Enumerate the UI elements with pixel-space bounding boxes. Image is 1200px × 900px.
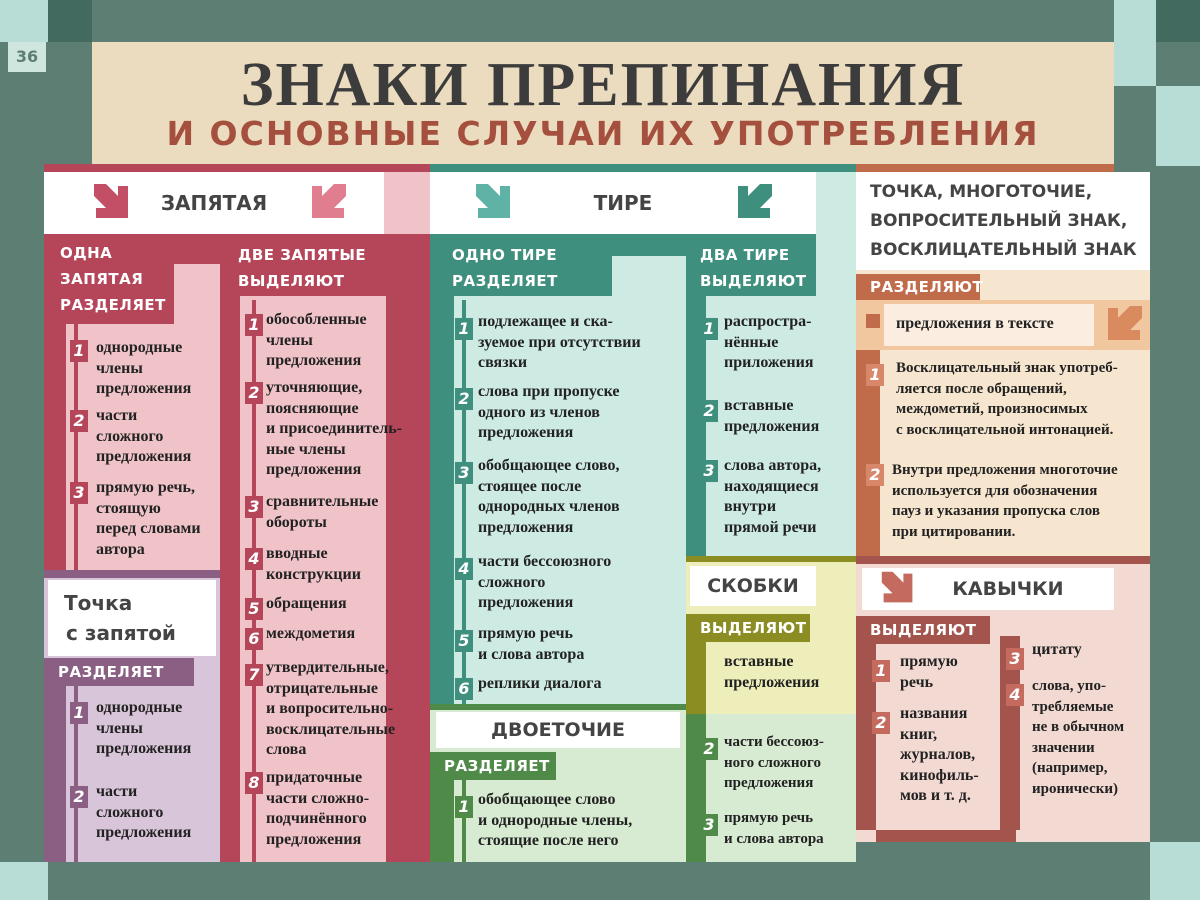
arrow-down-left-icon <box>308 182 348 222</box>
item-number: 3 <box>1006 648 1024 670</box>
colon-item: прямую речь и слова автора <box>724 810 824 847</box>
item-number: 4 <box>1006 684 1024 706</box>
semicolon-item: однородные члены предложения <box>96 699 192 757</box>
colon-stripe <box>430 780 454 862</box>
one-dash-item: подлежащее и ска- зуемое при отсутствии связки <box>478 313 641 371</box>
colon-label: РАЗДЕЛЯЕТ <box>430 752 556 780</box>
arrow-down-right-icon <box>474 182 514 222</box>
quotes-item: названия книг, журналов, кинофиль- мов и т. д. <box>900 705 979 804</box>
one-dash-label-tab <box>612 234 686 256</box>
one-dash-item: слова при пропуске одного из членов предложения <box>478 383 620 441</box>
corner-square <box>1150 842 1200 900</box>
one-comma-item: прямую речь, стоящую перед словами автора <box>96 479 201 558</box>
quotes-label: ВЫДЕЛЯЮТ <box>856 616 990 644</box>
one-comma-item: однородные члены предложения <box>96 339 192 397</box>
corner-square <box>48 0 92 42</box>
two-dashes-label-line: ДВА ТИРЕ <box>700 246 790 264</box>
colon-top-bar <box>430 704 686 710</box>
two-commas-item: обособленные члены предложения <box>266 311 367 369</box>
period-header-line: ВОПРОСИТЕЛЬНЫЙ ЗНАК, <box>870 211 1128 231</box>
brackets-label: ВЫДЕЛЯЮТ <box>686 614 810 642</box>
two-commas-label-line: ВЫДЕЛЯЮТ <box>238 272 345 290</box>
colon-header: ДВОЕТОЧИЕ <box>436 712 680 748</box>
dash-header-accent <box>816 172 856 234</box>
one-comma-label-line: ОДНА <box>60 244 113 262</box>
one-comma-label-line: РАЗДЕЛЯЕТ <box>60 296 166 314</box>
comma-header-accent <box>384 172 430 234</box>
item-number: 2 <box>700 738 718 760</box>
bullet-square-icon <box>866 314 880 328</box>
period-note: Восклицательный знак употреб- ляется после обращений, междометий, произносимых с восклицательной интонацией. <box>896 360 1118 438</box>
two-commas-item: уточняющие, поясняющие и присоединитель- ные члены предложения <box>266 379 403 478</box>
item-number: 2 <box>70 410 88 432</box>
item-number: 6 <box>455 678 473 700</box>
comma-header: ЗАПЯТАЯ <box>44 172 384 234</box>
one-dash-label-line: ОДНО ТИРЕ <box>452 246 558 264</box>
colon-item: части бессоюз- ного сложного предложения <box>724 734 824 791</box>
item-number: 4 <box>455 558 473 580</box>
item-number: 2 <box>70 786 88 808</box>
period-header-line: ТОЧКА, МНОГОТОЧИЕ, <box>870 182 1093 202</box>
two-dashes-label-line: ВЫДЕЛЯЮТ <box>700 272 807 290</box>
arrow-down-right-icon <box>92 182 132 222</box>
quotes-bottom-bar <box>876 830 1016 842</box>
dash-header: ТИРЕ <box>430 172 816 234</box>
two-commas-left-stripe <box>220 296 240 862</box>
item-number: 3 <box>700 460 718 482</box>
arrow-down-left-icon <box>734 182 774 222</box>
item-number: 2 <box>866 464 884 486</box>
corner-square <box>1156 0 1200 42</box>
semicolon-stripe <box>44 686 66 862</box>
item-number: 3 <box>245 496 263 518</box>
one-comma-stripe <box>44 324 66 570</box>
item-number: 5 <box>455 630 473 652</box>
one-comma-item: части сложного предложения <box>96 407 192 465</box>
two-dashes-label <box>686 234 816 296</box>
semicolon-header <box>48 580 216 656</box>
quotes-item: слова, упо- требляемые не в обычном значении (например, иронически) <box>1032 678 1125 797</box>
quotes-item: прямую речь <box>900 653 958 691</box>
period-top-bar <box>856 164 1114 172</box>
corner-square <box>1156 86 1200 166</box>
arrow-down-left-icon <box>1104 304 1144 344</box>
quotes-item: цитату <box>1032 641 1082 658</box>
item-number: 6 <box>245 628 263 650</box>
item-number: 2 <box>872 712 890 734</box>
brackets-top-bar <box>686 556 856 562</box>
two-commas-item: утвердительные, отрицательные и вопросительно- восклицательные слова <box>266 659 396 758</box>
two-commas-item: вводные конструкции <box>266 545 361 583</box>
brackets-item: вставные предложения <box>724 653 820 691</box>
item-number: 1 <box>700 318 718 340</box>
period-header <box>856 172 1150 270</box>
brackets-header: СКОБКИ <box>690 566 816 606</box>
two-commas-item: придаточные части сложно- подчинённого предложения <box>266 769 370 848</box>
one-dash-item: части бессоюзного сложного предложения <box>478 553 612 611</box>
item-number: 1 <box>866 364 884 386</box>
item-number: 3 <box>455 462 473 484</box>
period-main-item: предложения в тексте <box>896 315 1054 332</box>
page-title: ЗНАКИ ПРЕПИНАНИЯ <box>240 51 966 119</box>
one-comma-label <box>44 234 174 324</box>
item-number: 2 <box>245 382 263 404</box>
item-number: 2 <box>455 388 473 410</box>
period-note: Внутри предложения многоточие используется для обозначения пауз и указания пропуска слов при цитировании. <box>892 462 1118 540</box>
colon-line <box>462 780 466 862</box>
page-subtitle: И ОСНОВНЫЕ СЛУЧАИ ИХ УПОТРЕБЛЕНИЯ <box>166 114 1040 153</box>
one-dash-label <box>430 234 612 296</box>
dash-top-bar <box>430 164 856 172</box>
quotes-header: КАВЫЧКИ <box>862 568 1114 610</box>
one-dash-label-line: РАЗДЕЛЯЕТ <box>452 272 558 290</box>
semicolon-header-line: Точка <box>64 591 133 615</box>
item-number: 1 <box>455 318 473 340</box>
item-number: 1 <box>70 702 88 724</box>
item-number: 7 <box>245 664 263 686</box>
two-commas-item: междометия <box>266 625 356 642</box>
period-header-line: ВОСКЛИЦАТЕЛЬНЫЙ ЗНАК <box>870 240 1137 260</box>
arrow-down-right-icon <box>880 570 916 606</box>
corner-square <box>1114 42 1156 86</box>
semicolon-top-bar <box>44 570 220 578</box>
semicolon-item: части сложного предложения <box>96 783 192 841</box>
semicolon-header-line: с запятой <box>66 621 176 645</box>
one-dash-item: обобщающее слово, стоящее после однородных членов предложения <box>478 457 620 536</box>
item-number: 5 <box>245 598 263 620</box>
colon-item: обобщающее слово и однородные члены, стоящие после него <box>478 791 633 849</box>
one-comma-label-tab <box>174 234 220 264</box>
two-commas-item: обращения <box>266 595 347 612</box>
item-number: 1 <box>245 314 263 336</box>
item-number: 3 <box>70 482 88 504</box>
page-number: 36 <box>8 42 46 72</box>
quotes-top-bar <box>856 556 1150 564</box>
two-commas-label <box>220 234 430 296</box>
item-number: 1 <box>70 340 88 362</box>
one-dash-stripe <box>430 296 454 704</box>
item-number: 4 <box>245 548 263 570</box>
one-comma-label-line: ЗАПЯТАЯ <box>60 270 144 288</box>
brackets-stripe <box>686 642 706 714</box>
one-dash-item: прямую речь и слова автора <box>478 625 585 663</box>
colon-right-stripe <box>686 714 706 862</box>
corner-square <box>0 862 48 900</box>
comma-top-bar <box>44 164 430 172</box>
item-number: 1 <box>455 796 473 818</box>
semicolon-label: РАЗДЕЛЯЕТ <box>44 658 194 686</box>
two-commas-item: сравнительные обороты <box>266 493 379 531</box>
item-number: 3 <box>700 814 718 836</box>
two-dashes-item: вставные предложения <box>724 397 820 435</box>
item-number: 1 <box>872 660 890 682</box>
two-dashes-item: слова автора, находящиеся внутри прямой речи <box>724 457 822 536</box>
one-dash-item: реплики диалога <box>478 675 602 692</box>
item-number: 8 <box>245 772 263 794</box>
two-dashes-item: распростра- нённые приложения <box>724 313 814 371</box>
two-commas-label-line: ДВЕ ЗАПЯТЫЕ <box>238 246 367 264</box>
period-label: РАЗДЕЛЯЮТ <box>856 274 980 300</box>
item-number: 2 <box>700 400 718 422</box>
